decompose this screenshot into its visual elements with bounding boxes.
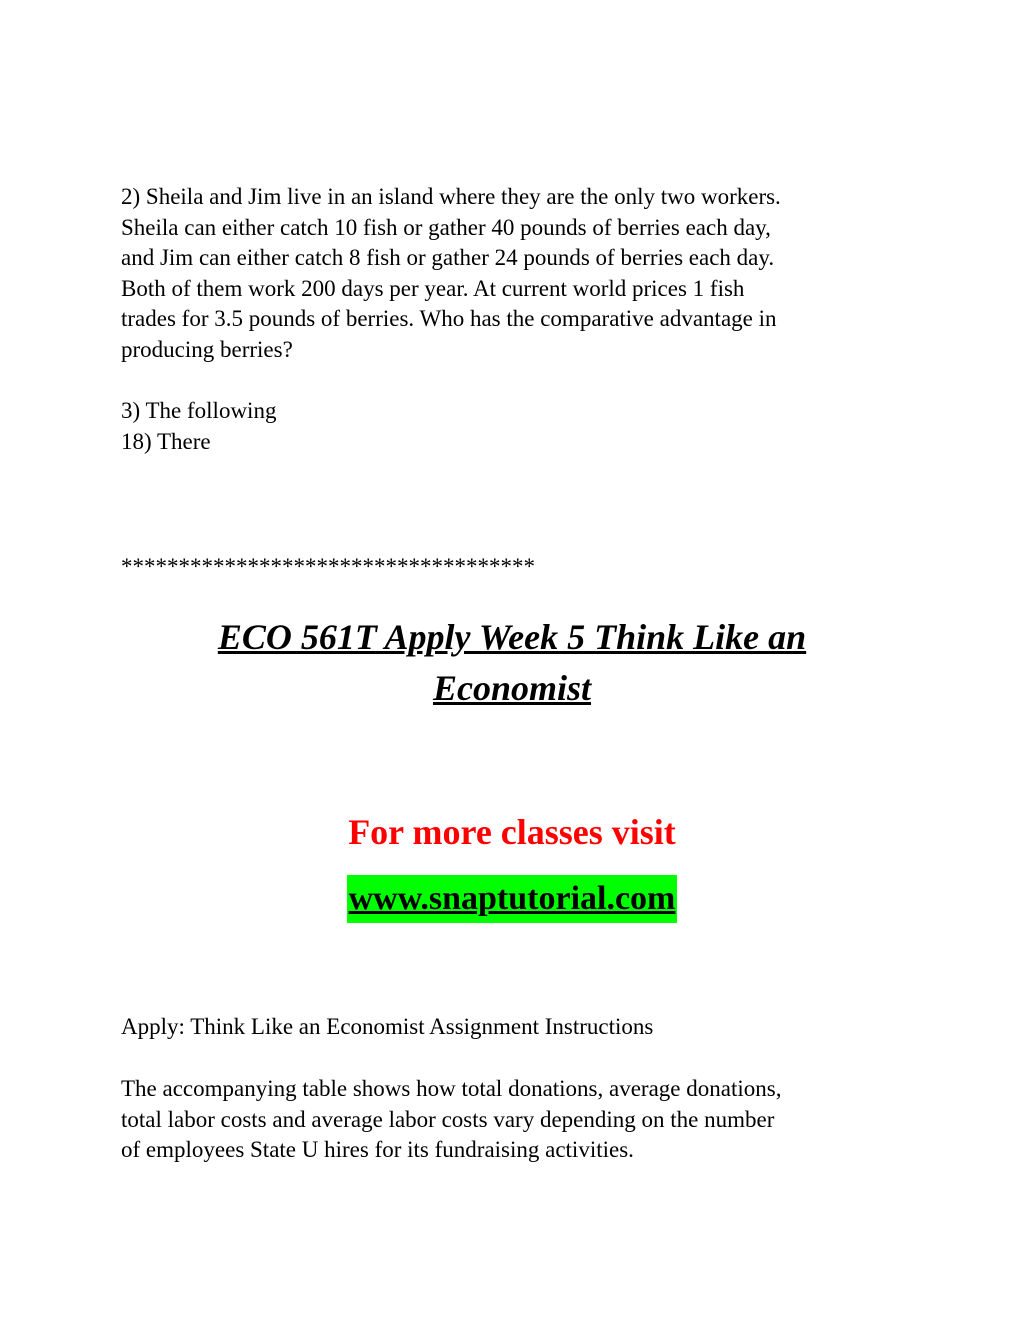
assignment-heading-text: Apply: Think Like an Economist Assignment Instructions — [121, 1014, 654, 1039]
snaptutorial-link[interactable]: www.snaptutorial.com — [347, 875, 678, 923]
assignment-heading — [121, 1012, 921, 1043]
assignment-body-line: total labor costs and average labor costs vary depending on the number — [121, 1106, 775, 1132]
question-2-line: Both of them work 200 days per year. At current world prices 1 fish — [121, 275, 745, 301]
question-3-line: 3) The following — [121, 398, 277, 423]
question-2-line: producing berries? — [121, 336, 293, 362]
assignment-body-line: of employees State U hires for its fundraising activities. — [121, 1137, 634, 1162]
page-title-line-1: ECO 561T Apply Week 5 Think Like an — [217, 617, 807, 657]
assignment-body-line: The accompanying table shows how total donations, average donations, — [121, 1076, 782, 1101]
asterisk-separator: ************************************ — [121, 554, 535, 579]
question-2-line: 2) Sheila and Jim live in an island where they are the only two workers. — [121, 184, 781, 209]
page-title-line-2: Economist — [432, 668, 592, 708]
promo-text: For more classes visit — [348, 812, 676, 852]
question-2-line: Sheila can either catch 10 fish or gather 40 pounds of berries each day, — [121, 214, 771, 240]
question-2-line: trades for 3.5 pounds of berries. Who has the comparative advantage in — [121, 306, 777, 331]
assignment-body — [121, 1074, 921, 1166]
question-2-paragraph — [121, 182, 921, 365]
promo-link-container — [0, 875, 1024, 923]
question-2-line: and Jim can either catch 8 fish or gather 24 pounds of berries each day. — [121, 245, 775, 270]
more-questions-list — [121, 396, 921, 457]
question-18-line: 18) There — [121, 428, 211, 454]
